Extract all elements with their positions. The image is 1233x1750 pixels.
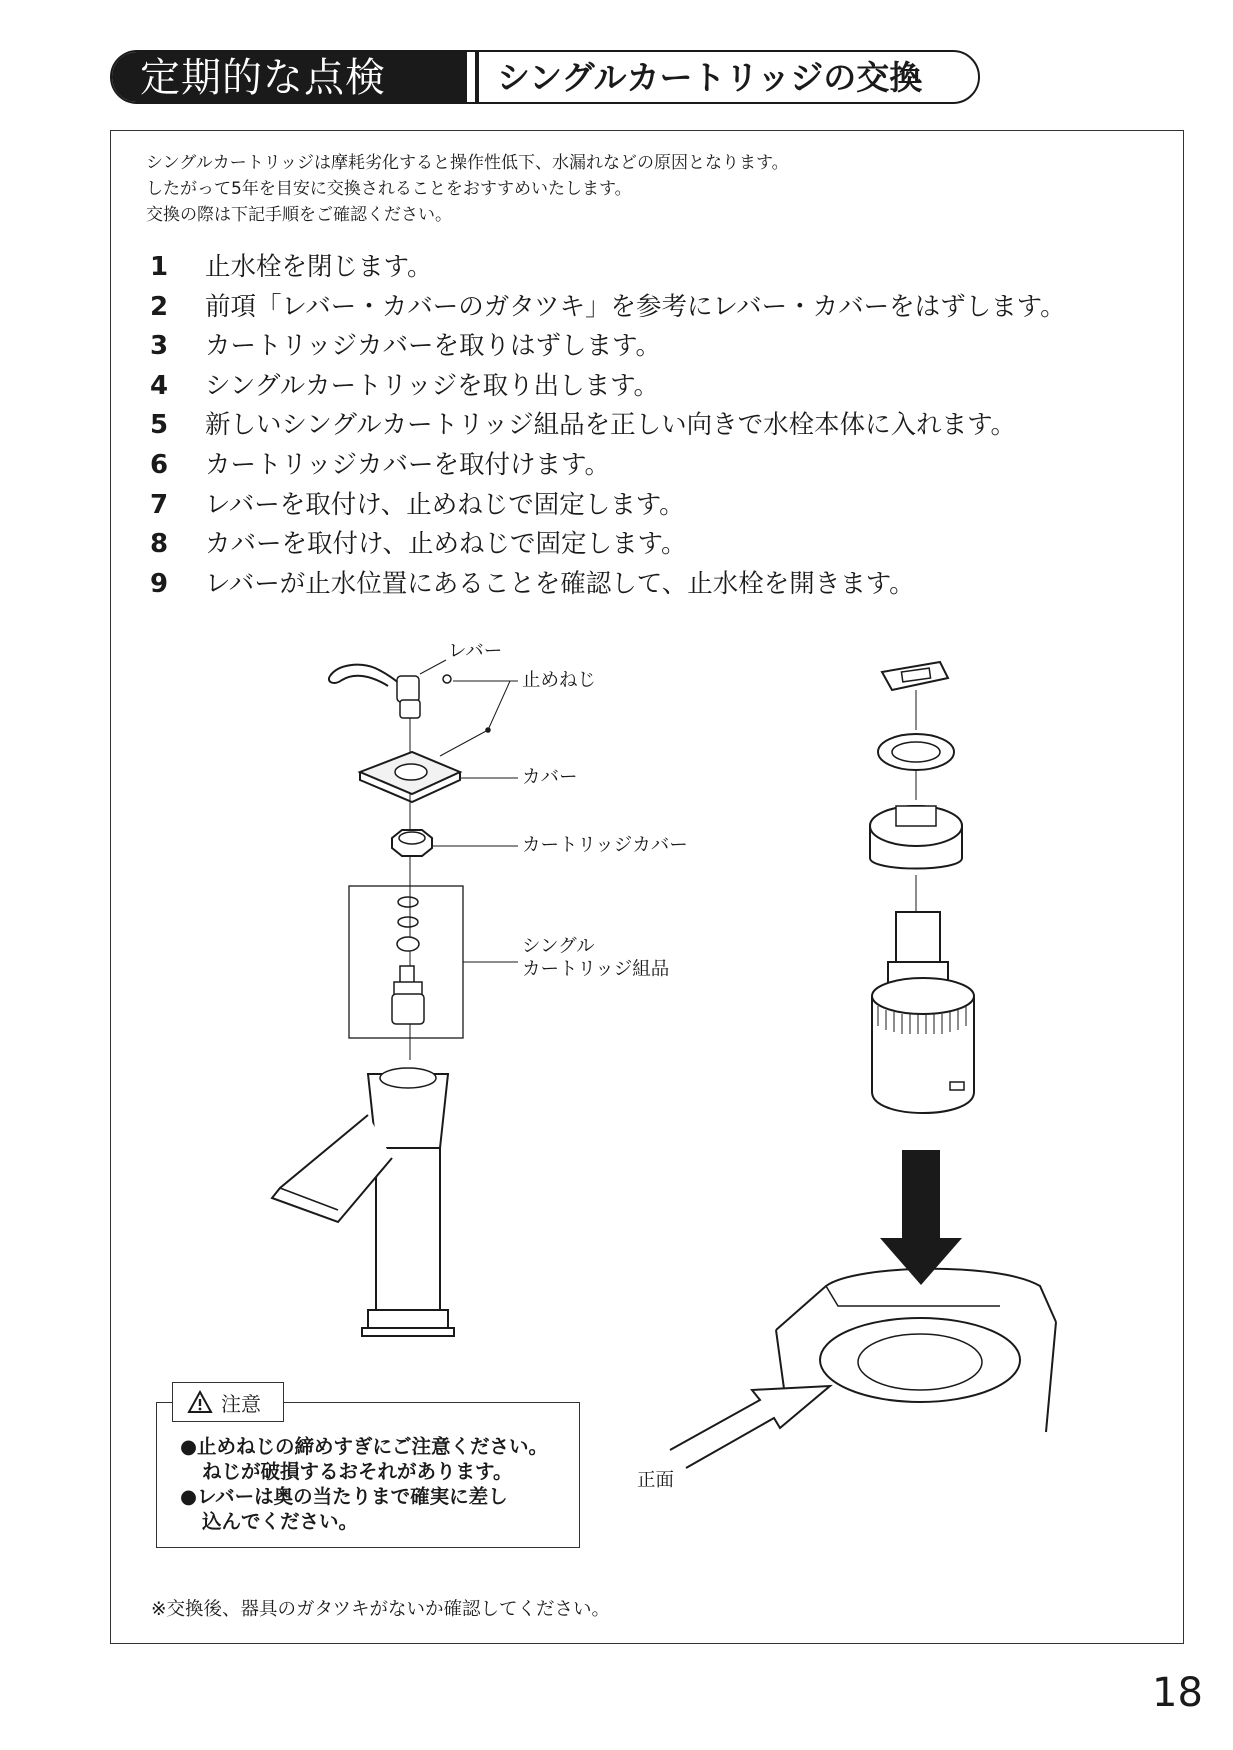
page-title: 定期的な点検 [140, 55, 386, 101]
step-number: 1 [150, 252, 169, 282]
step-number: 7 [150, 489, 169, 520]
caution-label [172, 1382, 284, 1422]
intro-line: したがって5年を目安に交換されることをおすすめいたします。 [146, 179, 632, 199]
caution-line: ●レバーは奥の当たりまで確実に差し [180, 1485, 508, 1508]
step-number: 4 [150, 370, 169, 401]
step-text: カートリッジカバーを取りはずします。 [205, 331, 661, 362]
step-text: カートリッジカバーを取付けます。 [205, 449, 610, 480]
page-subtitle: シングルカートリッジの交換 [497, 58, 923, 97]
step-text: 前項「レバー・カバーのガタツキ」を参考にレバー・カバーをはずします。 [205, 291, 1066, 322]
step-number: 5 [150, 410, 169, 441]
label-cover: カバー [522, 767, 578, 788]
step-text: 新しいシングルカートリッジ組品を正しい向きで水栓本体に入れます。 [205, 410, 1017, 441]
warning-triangle-icon [187, 1390, 213, 1414]
step-number: 6 [150, 449, 169, 480]
step-text: シングルカートリッジを取り出します。 [205, 370, 660, 401]
label-set-screw: 止めねじ [522, 670, 597, 691]
caution-line: ●止めねじの締めすぎにご注意ください。 [180, 1435, 549, 1458]
intro-line: 交換の際は下記手順をご確認ください。 [146, 205, 452, 225]
intro-line: シングルカートリッジは摩耗劣化すると操作性低下、水漏れなどの原因となります。 [146, 153, 789, 173]
label-cartridge-cover: カートリッジカバー [522, 835, 688, 856]
label-single-cartridge-line2: カートリッジ組品 [522, 959, 670, 980]
step-number: 3 [150, 331, 169, 362]
step-text: カバーを取付け、止めねじで固定します。 [205, 529, 687, 560]
label-lever: レバー [448, 641, 503, 662]
step-text: レバーを取付け、止めねじで固定します。 [205, 489, 685, 520]
footnote: ※交換後、器具のガタツキがないか確認してください。 [151, 1599, 610, 1620]
step-text: 止水栓を閉じます。 [205, 252, 433, 282]
caution-title: 注意 [221, 1391, 261, 1416]
caution-line: ねじが破損するおそれがあります。 [202, 1460, 513, 1483]
label-front: 正面 [637, 1470, 675, 1491]
caution-line: 込んでください。 [202, 1510, 359, 1533]
step-number: 2 [150, 291, 169, 322]
caution-text [180, 1434, 548, 1534]
cartridge-enlarged-illustration [670, 662, 1056, 1468]
label-single-cartridge-line1: シングル [522, 936, 595, 957]
step-number: 8 [150, 529, 169, 560]
step-number: 9 [150, 568, 169, 599]
faucet-exploded-illustration [272, 660, 518, 1336]
step-text: レバーが止水位置にあることを確認して、止水栓を開きます。 [205, 568, 915, 599]
page-number: 18 [1152, 1670, 1203, 1716]
